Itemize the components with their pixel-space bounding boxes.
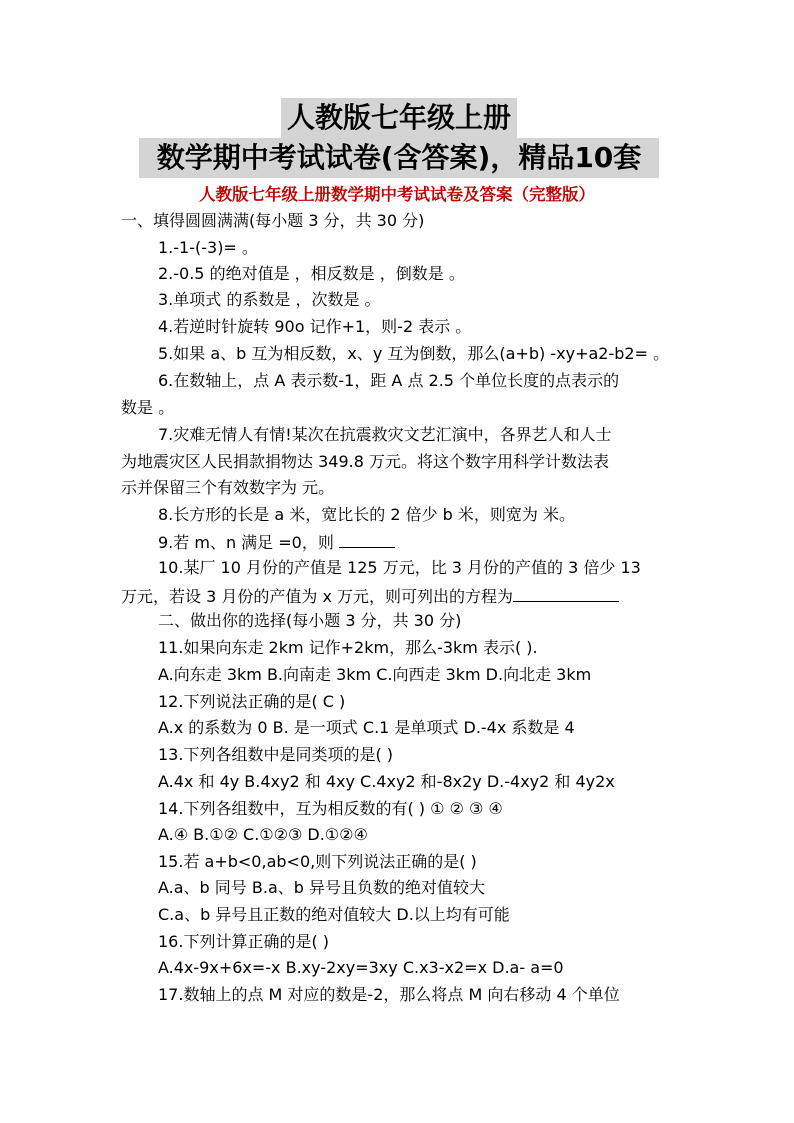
question-12: 12.下列说法正确的是( C ) (158, 692, 346, 711)
question-7-line-3: 示并保留三个有效数字为 元。 (121, 478, 335, 497)
answer-blank (513, 583, 619, 602)
question-17: 17.数轴上的点 M 对应的数是-2，那么将点 M 向右移动 4 个单位 (158, 985, 620, 1004)
question-11-options: A.向东走 3km B.向南走 3km C.向西走 3km D.向北走 3km (158, 665, 592, 684)
title-line-2: 数学期中考试试卷(含答案)，精品10套 (139, 138, 659, 178)
question-10-line-1: 10.某厂 10 月份的产值是 125 万元，比 3 月份的产值的 3 倍少 13 (158, 558, 641, 577)
question-14: 14.下列各组数中，互为相反数的有( ) ① ② ③ ④ (158, 799, 503, 818)
question-1: 1.-1-(-3)= 。 (158, 238, 258, 257)
question-4: 4.若逆时针旋转 90o 记作+1，则-2 表示 。 (158, 317, 472, 336)
question-13-options: A.4x 和 4y B.4xy2 和 4xy C.4xy2 和-8x2y D.-4xy2 和 4y2x (158, 772, 615, 791)
question-3: 3.单项式 的系数是 ，次数是 。 (158, 290, 381, 309)
question-9-text: 9.若 m、n 满足 =0，则 (158, 533, 339, 552)
question-9 (158, 529, 395, 555)
subtitle: 人教版七年级上册数学期中考试试卷及答案（完整版） (199, 185, 595, 204)
question-11: 11.如果向东走 2km 记作+2km，那么-3km 表示( ). (158, 638, 538, 657)
question-12-options: A.x 的系数为 0 B. 是一项式 C.1 是单项式 D.-4x 系数是 4 (158, 718, 575, 737)
question-5: 5.如果 a、b 互为相反数，x、y 互为倒数，那么(a+b) -xy+a2-b2= 。 (158, 344, 670, 363)
question-6-line-2: 数是 。 (121, 398, 175, 417)
answer-blank (339, 529, 395, 548)
question-7-line-2: 为地震灾区人民捐款捐物达 349.8 万元。将这个数字用科学计数法表 (121, 452, 609, 471)
section-1-heading: 一、填得圆圆满满(每小题 3 分，共 30 分) (121, 211, 425, 230)
question-6-line-1: 6.在数轴上，点 A 表示数-1，距 A 点 2.5 个单位长度的点表示的 (158, 371, 620, 390)
question-7-line-1: 7.灾难无情人有情!某次在抗震救灾文艺汇演中，各界艺人和人士 (158, 425, 612, 444)
title-line-1: 人教版七年级上册 (281, 98, 517, 138)
question-10-text: 万元，若设 3 月份的产值为 x 万元，则可列出的方程为 (121, 587, 513, 606)
question-14-options: A.④ B.①② C.①②③ D.①②④ (158, 825, 368, 844)
question-10-line-2 (121, 583, 619, 609)
question-2: 2.-0.5 的绝对值是 ，相反数是 ，倒数是 。 (158, 264, 465, 283)
section-2-heading: 二、做出你的选择(每小题 3 分，共 30 分) (158, 611, 462, 630)
question-15-options-1: A.a、b 同号 B.a、b 异号且负数的绝对值较大 (158, 878, 485, 897)
question-15-options-2: C.a、b 异号且正数的绝对值较大 D.以上均有可能 (158, 905, 510, 924)
question-16: 16.下列计算正确的是( ) (158, 932, 330, 951)
question-13: 13.下列各组数中是同类项的是( ) (158, 745, 394, 764)
question-16-options: A.4x-9x+6x=-x B.xy-2xy=3xy C.x3-x2=x D.a- a=0 (158, 958, 564, 977)
question-8: 8.长方形的长是 a 米，宽比长的 2 倍少 b 米，则宽为 米。 (158, 505, 576, 524)
question-15: 15.若 a+b<0,ab<0,则下列说法正确的是( ) (158, 852, 477, 871)
